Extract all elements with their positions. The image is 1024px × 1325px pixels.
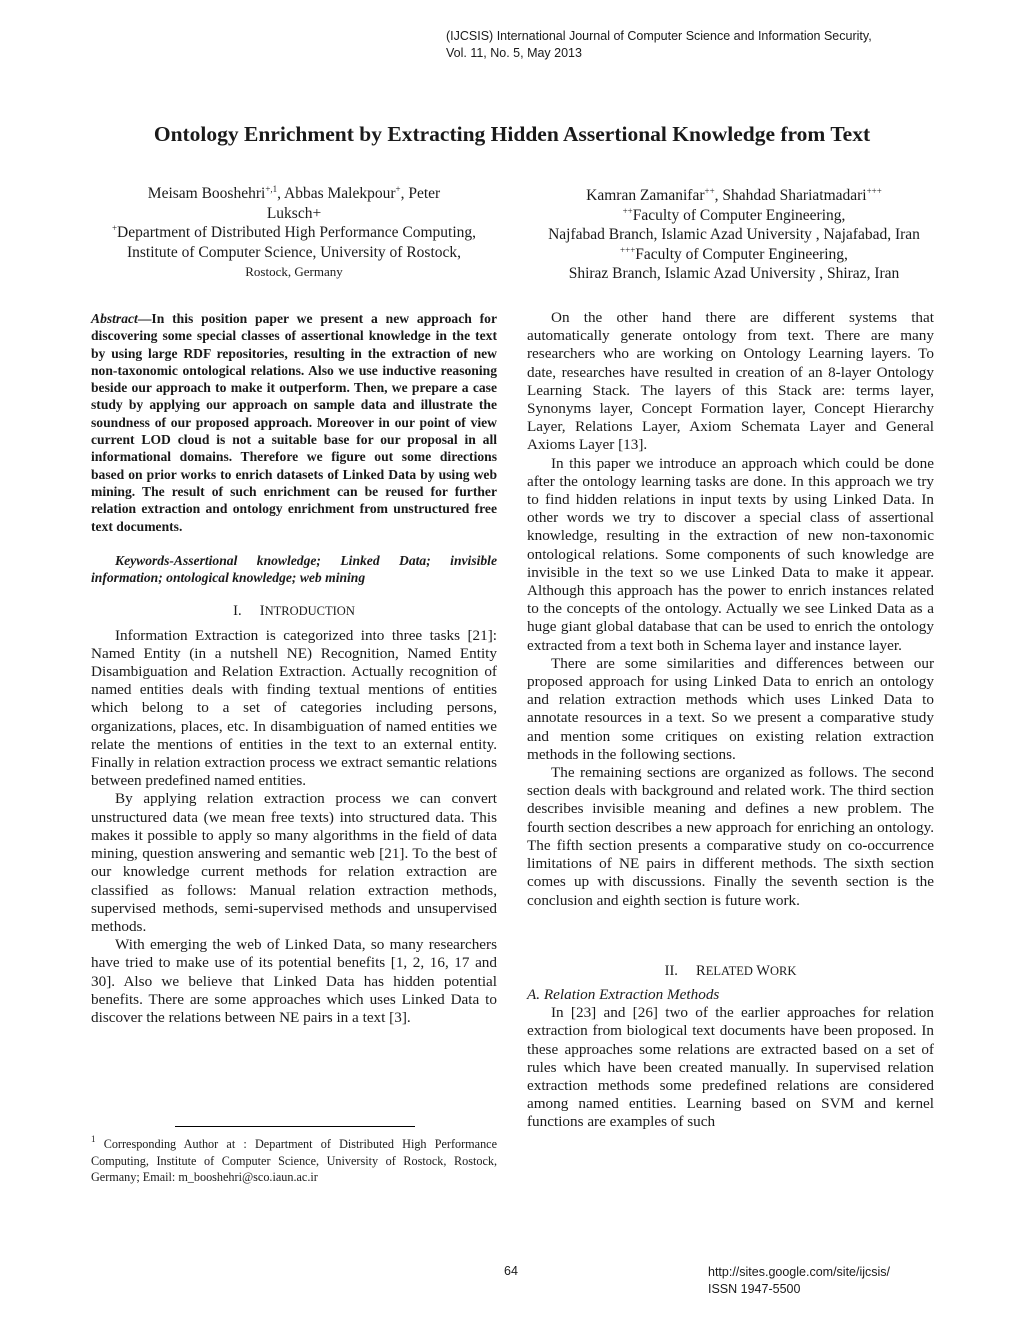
journal-name: (IJCSIS) International Journal of Computer Science and Information Security, bbox=[446, 29, 872, 43]
affiliation: Shiraz Branch, Islamic Azad University , Shiraz, Iran bbox=[568, 265, 900, 282]
author-name: , Abbas Malekpour bbox=[277, 185, 396, 202]
subsection-heading: A. Relation Extraction Methods bbox=[527, 985, 720, 1003]
author-name: Kamran Zamanifar bbox=[586, 187, 705, 204]
section-heading-introduction: I. INTRODUCTION bbox=[233, 603, 355, 620]
affiliation-location: Rostock, Germany bbox=[245, 264, 343, 279]
affiliation: Department of Distributed High Performance Computing, bbox=[117, 224, 477, 241]
issn: ISSN 1947-5500 bbox=[708, 1282, 801, 1296]
footnote bbox=[91, 1136, 497, 1186]
affiliation: Faculty of Computer Engineering, bbox=[632, 206, 846, 224]
author-name: Meisam Booshehri bbox=[147, 185, 266, 202]
paragraph: There are some similarities and differences between our proposed approach for using Linked Data to enrich an ontology and relation extraction methods which uses Linked Data to annotate resources in a text. So we present a comparative study and mention some critiques on existing relation extraction methods in the following sections. bbox=[527, 654, 934, 763]
paragraph: In [23] and [26] two of the earlier approaches for relation extraction from biological text documents have been proposed. In these approaches some relations are extracted based on a set of rules which have been created manually. In supervised relation extraction methods some predefined relations are considered among named entities. Learning based on SVM and kernel functions are examples of such bbox=[527, 1004, 934, 1131]
footnote-mark: 1 bbox=[91, 1134, 96, 1144]
running-header bbox=[446, 28, 872, 62]
author-name: , Shahdad Shariatmadari bbox=[714, 187, 867, 204]
author-block-left: Meisam Booshehri$^{+,1}$, Abbas Malekpour+, Peter Luksch+ +Department of Distributed High Performance Computing, Institute of Computer Science, University of Rostock, Rostock, Germany bbox=[92, 184, 496, 282]
footnote-text: Corresponding Author at : Department of Distributed High Performance Computing, Institute of Computer Science, University of Rostock, Rostock, Germany; Email: m_booshehri@sco.iaun.ac.ir bbox=[91, 1137, 497, 1184]
paragraph: In this paper we introduce an approach which could be done after the ontology learning tasks are done. In this approach we try to find hidden relations in input texts by using Linked Data. In other words we try to discover a special class of assertional knowledge, resulting in the extraction of new non-taxonomic ontological relations. Some components of such knowledge are invisible in the text so we use Linked Data to make it appear. Although this approach has the power to enrich instances related to the concepts of the ontology. Actually we see Linked Data as a huge giant global database that can be used to enrich the ontology extracted from a text both in Schema layer and instance layer. bbox=[527, 454, 934, 654]
affiliation: Faculty of Computer Engineering, bbox=[635, 245, 848, 263]
author-name: , Peter bbox=[400, 185, 441, 202]
affiliation: Najfabad Branch, Islamic Azad University , Najafabad, Iran bbox=[548, 226, 920, 243]
paragraph: By applying relation extraction process we can convert unstructured data (we mean free texts) into structured data. This makes it possible to apply so many algorithms in the field of data mining, question answering and semantic web [21]. To the best of our knowledge current methods for relation extraction are classified as follows: Manual relation extraction methods, supervised methods, semi-supervised methods and unsupervised methods. bbox=[91, 790, 497, 935]
journal-url: http://sites.google.com/site/ijcsis/ bbox=[708, 1265, 891, 1279]
keywords: Keywords-Assertional knowledge; Linked Data; invisible information; ontological knowledge; web mining bbox=[91, 552, 497, 586]
author-name: Luksch+ bbox=[266, 204, 322, 222]
paragraph: The remaining sections are organized as follows. The second section deals with background and related work. The third section describes invisible meaning and defines a new problem. The fourth section describes a new approach for enriching an ontology. The fifth section presents a comparative study on co-occurrence limitations of NE pairs in different methods. The sixth section comes up with discussions. Finally the seventh section is the conclusion and eighth section is future work. bbox=[527, 764, 934, 909]
paper-title: Ontology Enrichment by Extracting Hidden Assertional Knowledge from Text bbox=[153, 122, 871, 146]
paragraph: With emerging the web of Linked Data, so many researchers have tried to make use of its potential benefits [1, 2, 16, 17 and 30]. Also we believe that Linked Data has hidden potential benefits. There are some approaches which uses Linked Data to discover the relations between NE pairs in a text [3]. bbox=[91, 936, 497, 1026]
left-column bbox=[91, 310, 497, 1027]
footnote-divider bbox=[175, 1126, 415, 1127]
paragraph: On the other hand there are different systems that automatically generate ontology from text. There are many researchers who are working on Ontology Learning layers. To date, researches have resulted in creation of an 8-layer Ontology Learning Stack. The layers of this Stack are: terms layer, Synonyms layer, Concept Formation layer, Concept Hierarchy Layer, Relations Layer, Axiom Schemata Layer and General Axioms Layer [13]. bbox=[527, 309, 934, 454]
affiliation: Institute of Computer Science, University of Rostock, bbox=[126, 243, 462, 261]
right-column bbox=[527, 309, 934, 1132]
journal-volume: Vol. 11, No. 5, May 2013 bbox=[446, 46, 582, 60]
abstract-label: Abstract bbox=[91, 311, 138, 326]
author-block-right: Kamran Zamanifar++, Shahdad Shariatmadari+++ ++Faculty of Computer Engineering, Najfabad Branch, Islamic Azad University , Najafabad, Iran +++Faculty of Computer Engineering, Shiraz Branch, Islamic Azad University , Shiraz, Iran bbox=[524, 186, 944, 284]
abstract bbox=[91, 310, 497, 535]
page-number: 64 bbox=[504, 1264, 518, 1278]
footer-info bbox=[708, 1264, 890, 1298]
abstract-text: —In this position paper we present a new approach for discovering some special classes of assertional knowledge in the text by using large RDF repositories, resulting in the extraction of new non-taxonomic ontological relations. Also we use inductive reasoning beside our approach to make it outperform. Then, we prepare a case study by applying our approach on sample data and illustrate the soundness of our proposed approach. Moreover in our point of view current LOD cloud is not a suitable base for our proposal in all informational domains. Therefore we figure out some directions based on prior works to enrich datasets of Linked Data by using web mining. The result of such enrichment can be reused for further relation extraction and ontology enrichment from unstructured free text documents. bbox=[91, 311, 497, 534]
section-heading-related-work: II. RELATED WORK bbox=[664, 962, 797, 979]
paragraph: Information Extraction is categorized into three tasks [21]: Named Entity (in a nutshell NE) Recognition, Named Entity Disambiguation and Relation Extraction. Actually recognition of named entities deals with finding textual mentions of entities which belong to a set of categories including persons, organizations, places, etc. In disambiguation of named entities we relate the mentions of entities in the text to an external entity. Finally in relation extraction process we extract semantic relations between predefined named entities. bbox=[91, 626, 497, 790]
